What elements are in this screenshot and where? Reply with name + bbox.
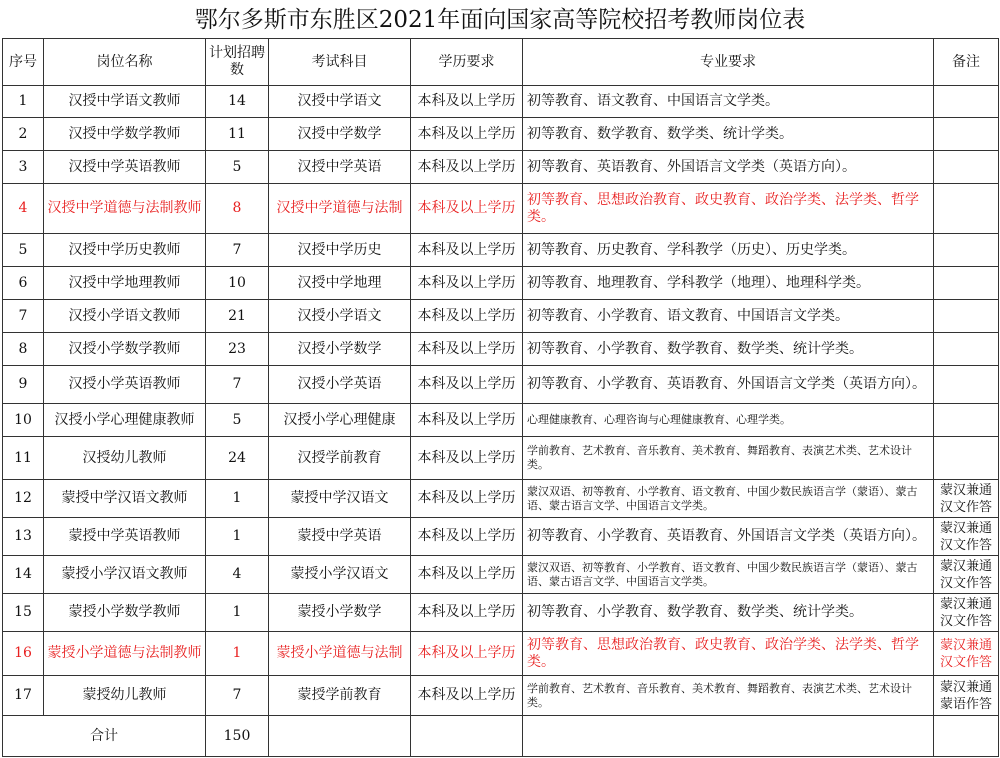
cell-no: 15: [3, 594, 44, 632]
table-row: [3, 333, 999, 366]
cell-no: 16: [3, 632, 44, 676]
positions-table: [2, 38, 999, 757]
header-no: 序号: [3, 39, 44, 86]
cell-no: 11: [3, 437, 44, 480]
cell-note: [934, 300, 999, 333]
cell-count: 24: [206, 437, 269, 480]
cell-position: 蒙授小学数学教师: [44, 594, 206, 632]
cell-subject: 蒙授学前教育: [269, 676, 411, 716]
cell-education: 本科及以上学历: [411, 480, 523, 518]
table-row: [3, 366, 999, 404]
cell-subject: 汉授中学语文: [269, 86, 411, 118]
cell-major: 初等教育、小学教育、英语教育、外国语言文学类（英语方向）。: [523, 366, 934, 404]
cell-subject: 汉授学前教育: [269, 437, 411, 480]
cell-education: 本科及以上学历: [411, 333, 523, 366]
cell-education: 本科及以上学历: [411, 366, 523, 404]
cell-major: 蒙汉双语、初等教育、小学教育、语文教育、中国少数民族语言学（蒙语）、蒙古语、蒙古语言文学、中国语言文学类。: [523, 480, 934, 518]
cell-education: 本科及以上学历: [411, 632, 523, 676]
table-row: [3, 404, 999, 437]
cell-education: 本科及以上学历: [411, 594, 523, 632]
cell-education: 本科及以上学历: [411, 267, 523, 300]
cell-no: 2: [3, 118, 44, 151]
cell-subject: 汉授中学数学: [269, 118, 411, 151]
cell-education: 本科及以上学历: [411, 118, 523, 151]
cell-count: 1: [206, 594, 269, 632]
cell-major: 初等教育、小学教育、语文教育、中国语言文学类。: [523, 300, 934, 333]
header-count: 计划招聘数: [206, 39, 269, 86]
cell-subject: 蒙授小学数学: [269, 594, 411, 632]
table-row: [3, 300, 999, 333]
cell-count: 7: [206, 234, 269, 267]
cell-education: 本科及以上学历: [411, 184, 523, 234]
cell-no: 3: [3, 151, 44, 184]
cell-note: [934, 86, 999, 118]
cell-no: 1: [3, 86, 44, 118]
total-label: 合计: [3, 716, 206, 757]
cell-no: 10: [3, 404, 44, 437]
cell-note: 蒙汉兼通汉文作答: [934, 480, 999, 518]
cell-note: [934, 234, 999, 267]
cell-major: 初等教育、思想政治教育、政史教育、政治学类、法学类、哲学类。: [523, 184, 934, 234]
cell-position: 汉授中学道德与法制教师: [44, 184, 206, 234]
cell-subject: 蒙授中学汉语文: [269, 480, 411, 518]
cell-subject: 汉授中学道德与法制: [269, 184, 411, 234]
cell-major: 初等教育、语文教育、中国语言文学类。: [523, 86, 934, 118]
header-row: [3, 39, 999, 86]
cell-count: 14: [206, 86, 269, 118]
cell-count: 1: [206, 632, 269, 676]
cell-position: 蒙授幼儿教师: [44, 676, 206, 716]
cell-education: 本科及以上学历: [411, 151, 523, 184]
cell-no: 13: [3, 518, 44, 556]
cell-note: 蒙汉兼通蒙语作答: [934, 676, 999, 716]
cell-count: 4: [206, 556, 269, 594]
cell-subject: 蒙授中学英语: [269, 518, 411, 556]
cell-major: 初等教育、思想政治教育、政史教育、政治学类、法学类、哲学类。: [523, 632, 934, 676]
table-row: [3, 594, 999, 632]
table-row: [3, 118, 999, 151]
cell-subject: 汉授小学语文: [269, 300, 411, 333]
total-count: 150: [206, 716, 269, 757]
header-subject: 考试科目: [269, 39, 411, 86]
total-empty: [269, 716, 411, 757]
cell-position: 蒙授中学汉语文教师: [44, 480, 206, 518]
table-row: [3, 480, 999, 518]
cell-count: 5: [206, 151, 269, 184]
total-empty: [934, 716, 999, 757]
cell-note: [934, 366, 999, 404]
table-row: [3, 234, 999, 267]
cell-note: [934, 151, 999, 184]
cell-no: 7: [3, 300, 44, 333]
cell-position: 汉授中学英语教师: [44, 151, 206, 184]
cell-note: [934, 404, 999, 437]
cell-subject: 汉授中学历史: [269, 234, 411, 267]
table-row: [3, 632, 999, 676]
cell-note: [934, 118, 999, 151]
cell-subject: 汉授小学数学: [269, 333, 411, 366]
cell-position: 汉授中学语文教师: [44, 86, 206, 118]
cell-count: 8: [206, 184, 269, 234]
cell-note: 蒙汉兼通汉文作答: [934, 556, 999, 594]
cell-no: 5: [3, 234, 44, 267]
cell-major: 心理健康教育、心理咨询与心理健康教育、心理学类。: [523, 404, 934, 437]
cell-note: [934, 333, 999, 366]
cell-education: 本科及以上学历: [411, 676, 523, 716]
cell-position: 蒙授小学汉语文教师: [44, 556, 206, 594]
cell-position: 蒙授中学英语教师: [44, 518, 206, 556]
cell-no: 17: [3, 676, 44, 716]
cell-major: 初等教育、小学教育、数学教育、数学类、统计学类。: [523, 594, 934, 632]
cell-position: 汉授小学心理健康教师: [44, 404, 206, 437]
cell-no: 9: [3, 366, 44, 404]
total-empty: [523, 716, 934, 757]
cell-no: 6: [3, 267, 44, 300]
header-position: 岗位名称: [44, 39, 206, 86]
cell-note: [934, 267, 999, 300]
cell-position: 汉授中学地理教师: [44, 267, 206, 300]
cell-no: 12: [3, 480, 44, 518]
cell-subject: 汉授中学地理: [269, 267, 411, 300]
header-major: 专业要求: [523, 39, 934, 86]
cell-education: 本科及以上学历: [411, 234, 523, 267]
page-title: 鄂尔多斯市东胜区2021年面向国家高等院校招考教师岗位表: [194, 7, 806, 33]
cell-major: 初等教育、历史教育、学科教学（历史）、历史学类。: [523, 234, 934, 267]
cell-note: [934, 437, 999, 480]
cell-major: 蒙汉双语、初等教育、小学教育、语文教育、中国少数民族语言学（蒙语）、蒙古语、蒙古语言文学、中国语言文学类。: [523, 556, 934, 594]
cell-no: 4: [3, 184, 44, 234]
cell-education: 本科及以上学历: [411, 518, 523, 556]
cell-count: 5: [206, 404, 269, 437]
table-row: [3, 556, 999, 594]
cell-major: 学前教育、艺术教育、音乐教育、美术教育、舞蹈教育、表演艺术类、艺术设计类。: [523, 437, 934, 480]
cell-major: 初等教育、小学教育、数学教育、数学类、统计学类。: [523, 333, 934, 366]
cell-major: 初等教育、英语教育、外国语言文学类（英语方向）。: [523, 151, 934, 184]
cell-count: 21: [206, 300, 269, 333]
cell-major: 学前教育、艺术教育、音乐教育、美术教育、舞蹈教育、表演艺术类、艺术设计类。: [523, 676, 934, 716]
cell-note: 蒙汉兼通汉文作答: [934, 518, 999, 556]
table-row: [3, 518, 999, 556]
total-empty: [411, 716, 523, 757]
cell-major: 初等教育、小学教育、英语教育、外国语言文学类（英语方向）。: [523, 518, 934, 556]
cell-count: 11: [206, 118, 269, 151]
cell-education: 本科及以上学历: [411, 404, 523, 437]
cell-position: 汉授中学数学教师: [44, 118, 206, 151]
cell-subject: 蒙授小学汉语文: [269, 556, 411, 594]
cell-education: 本科及以上学历: [411, 437, 523, 480]
cell-count: 10: [206, 267, 269, 300]
cell-education: 本科及以上学历: [411, 300, 523, 333]
cell-subject: 汉授小学心理健康: [269, 404, 411, 437]
cell-subject: 汉授中学英语: [269, 151, 411, 184]
cell-position: 汉授小学数学教师: [44, 333, 206, 366]
cell-major: 初等教育、地理教育、学科教学（地理）、地理科学类。: [523, 267, 934, 300]
cell-note: 蒙汉兼通汉文作答: [934, 632, 999, 676]
cell-major: 初等教育、数学教育、数学类、统计学类。: [523, 118, 934, 151]
cell-no: 8: [3, 333, 44, 366]
cell-position: 汉授小学英语教师: [44, 366, 206, 404]
cell-position: 汉授幼儿教师: [44, 437, 206, 480]
table-row: [3, 437, 999, 480]
table-row: [3, 676, 999, 716]
cell-note: [934, 184, 999, 234]
total-row: [3, 716, 999, 757]
cell-position: 汉授小学语文教师: [44, 300, 206, 333]
cell-count: 23: [206, 333, 269, 366]
cell-education: 本科及以上学历: [411, 86, 523, 118]
cell-subject: 蒙授小学道德与法制: [269, 632, 411, 676]
table-row: [3, 86, 999, 118]
table-row: [3, 184, 999, 234]
cell-note: 蒙汉兼通汉文作答: [934, 594, 999, 632]
header-education: 学历要求: [411, 39, 523, 86]
cell-position: 汉授中学历史教师: [44, 234, 206, 267]
cell-count: 7: [206, 366, 269, 404]
cell-count: 1: [206, 518, 269, 556]
cell-position: 蒙授小学道德与法制教师: [44, 632, 206, 676]
header-note: 备注: [934, 39, 999, 86]
cell-subject: 汉授小学英语: [269, 366, 411, 404]
cell-education: 本科及以上学历: [411, 556, 523, 594]
cell-count: 1: [206, 480, 269, 518]
cell-no: 14: [3, 556, 44, 594]
table-row: [3, 267, 999, 300]
cell-count: 7: [206, 676, 269, 716]
table-row: [3, 151, 999, 184]
